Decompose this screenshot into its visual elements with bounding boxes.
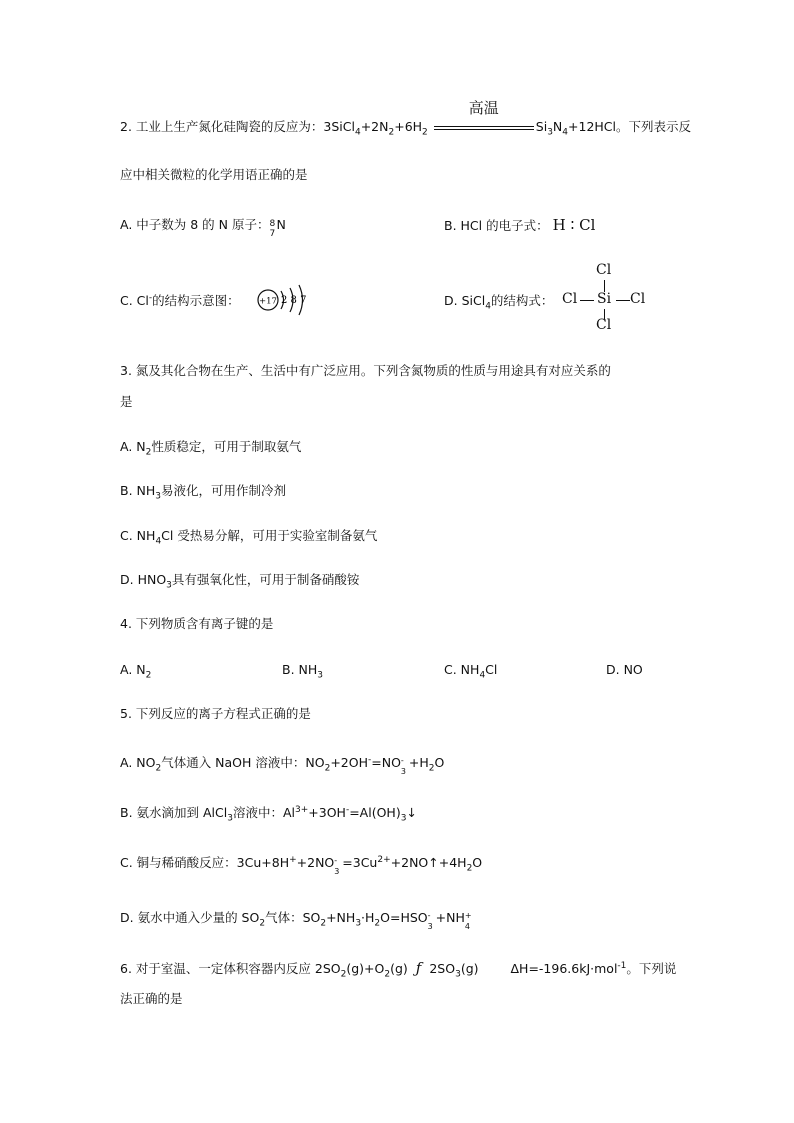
- bond-right: [616, 300, 630, 301]
- eq-part: O: [472, 855, 483, 870]
- q5-stem: 5. 下列反应的离子方程式正确的是: [120, 706, 311, 721]
- q3-option-c: [120, 527, 377, 545]
- equals-bar-bottom: [434, 129, 534, 130]
- option-text: 的结构示意图：: [152, 293, 240, 308]
- atomic-number: 7: [269, 228, 276, 239]
- eq-part: +3OH: [308, 805, 346, 820]
- cl-ion-structure-diagram: [256, 282, 320, 320]
- eq-part: +2N: [360, 119, 389, 134]
- eq-part: +2NO: [296, 855, 335, 870]
- subscript: 4: [155, 536, 162, 547]
- q2-stem-line1: [120, 98, 691, 138]
- q5-option-d: [120, 909, 473, 931]
- option-text: 易液化，可用作制冷剂: [161, 483, 287, 498]
- subscript: 3: [155, 491, 162, 502]
- mass-number: 8: [269, 218, 276, 229]
- eq-part: ↓: [406, 805, 417, 820]
- subscript: 3: [166, 580, 172, 591]
- equals-bar-top: [434, 126, 534, 127]
- q6-stem-line2: 法正确的是: [120, 991, 183, 1006]
- q5-option-c: [120, 854, 483, 876]
- eq-part: +2OH: [330, 755, 368, 770]
- atom-cl-right: Cl: [630, 291, 646, 307]
- eq-part: O=HSO: [380, 910, 428, 925]
- atom-cl-bottom: Cl: [596, 317, 612, 333]
- subscript: 3: [547, 127, 553, 138]
- q5-option-b: [120, 804, 417, 822]
- eq-part: =Al(OH): [349, 805, 401, 820]
- option-text: C. NH: [120, 528, 156, 543]
- shell-electron-counts: 2 8 7: [281, 295, 307, 306]
- q4-option-d: [606, 661, 643, 679]
- option-text: A. NO: [120, 755, 156, 770]
- eq-part: 2SO: [429, 961, 456, 976]
- q2-option-a: [120, 216, 286, 239]
- option-text: Cl: [485, 662, 498, 677]
- q2-option-d: [444, 292, 553, 310]
- eq-part: (g): [390, 961, 408, 976]
- eq-part: =NO: [371, 755, 401, 770]
- q3-option-d: [120, 571, 359, 589]
- reaction-condition-arrow: [434, 98, 534, 137]
- option-text: 性质稳定，可用于制取氨气: [151, 439, 302, 454]
- option-text: D. HNO: [120, 572, 167, 587]
- charge: +: [464, 910, 472, 920]
- option-text: B. 氨水滴加到 AlCl: [120, 805, 228, 820]
- eq-part: Si: [535, 119, 548, 134]
- option-text: 气体：SO: [265, 910, 321, 925]
- count: 3: [400, 766, 407, 776]
- q4-option-c: [444, 661, 497, 679]
- option-text: A. 中子数为 8 的 N 原子：: [120, 217, 270, 232]
- superscript: 2+: [377, 854, 391, 865]
- ion-charge-stack: [400, 755, 409, 776]
- ion-charge-stack: [427, 910, 436, 931]
- q3-option-b: [120, 482, 286, 500]
- option-text: A. N: [120, 439, 146, 454]
- option-text: 具有强氧化性，可用于制备硝酸铵: [171, 572, 360, 587]
- superscript: -: [148, 292, 153, 303]
- atom-cl-left: Cl: [562, 291, 578, 307]
- subscript: 2: [145, 670, 152, 681]
- q2-stem-text: 2. 工业上生产氮化硅陶瓷的反应为：3SiCl: [120, 119, 355, 134]
- subscript: 2: [320, 918, 327, 929]
- subscript: 2: [374, 918, 381, 929]
- charge: -: [400, 755, 404, 765]
- count: 3: [334, 866, 340, 876]
- subscript: 2: [259, 918, 266, 929]
- atom-si-center: Si: [597, 291, 612, 307]
- option-text: D. 氨水中通入少量的 SO: [120, 910, 260, 925]
- option-text: 溶液中：Al: [232, 805, 295, 820]
- option-text: 气体通入 NaOH 溶液中：NO: [161, 755, 325, 770]
- charge: -: [427, 910, 431, 920]
- eq-part: +6H: [394, 119, 423, 134]
- subscript: 2: [384, 969, 391, 980]
- q2-option-c: [120, 292, 240, 310]
- reversible-arrow-glyph: ƒ: [415, 959, 422, 977]
- eq-part: +2NO↑+4H: [390, 855, 467, 870]
- eq-part: =3Cu: [342, 855, 378, 870]
- ion-charge-stack: [464, 910, 473, 931]
- q4-option-a: [120, 661, 151, 679]
- option-text: B. NH: [120, 483, 156, 498]
- option-text: D. SiCl: [444, 293, 486, 308]
- subscript: 3: [455, 969, 461, 980]
- q4-stem: 4. 下列物质含有离子键的是: [120, 616, 274, 631]
- subscript: 4: [354, 127, 361, 138]
- option-text: B. NH: [282, 662, 318, 677]
- eq-part: N: [552, 119, 563, 134]
- subscript: 2: [428, 763, 435, 774]
- subscript: 2: [466, 863, 473, 874]
- option-text: C. NH: [444, 662, 480, 677]
- option-text: C. 铜与稀硝酸反应：3Cu+8H: [120, 855, 290, 870]
- count: 4: [464, 921, 470, 931]
- q6-stem-text: 。下列说: [626, 961, 677, 976]
- eq-part: +12HCl。下列表示反: [568, 119, 691, 134]
- q2-stem-line2: 应中相关微粒的化学用语正确的是: [120, 167, 308, 182]
- sicl4-structural-formula: [562, 262, 652, 334]
- superscript: -: [368, 754, 372, 765]
- subscript: 2: [145, 447, 152, 458]
- option-text: B. HCl 的电子式：: [444, 218, 549, 233]
- count: 3: [427, 921, 433, 931]
- q4-option-b: [282, 661, 323, 679]
- option-text: C. Cl: [120, 293, 149, 308]
- subscript: 3: [400, 813, 407, 824]
- superscript: +: [289, 854, 297, 865]
- option-text: 的结构式：: [490, 293, 554, 308]
- q2-option-b: [444, 216, 595, 235]
- eq-part: +NH: [326, 910, 356, 925]
- q6-stem-line1: [120, 959, 676, 978]
- eq-part: +H: [408, 755, 429, 770]
- subscript: 2: [422, 127, 428, 138]
- eq-part: ·H: [361, 910, 375, 925]
- q3-option-a: [120, 438, 301, 456]
- subscript: 3: [355, 918, 362, 929]
- subscript: 2: [340, 969, 347, 980]
- option-text: Cl 受热易分解，可用于实验室制备氨气: [161, 528, 378, 543]
- reaction-condition: 高温: [468, 98, 499, 117]
- option-text: D. NO: [606, 662, 643, 677]
- subscript: 4: [485, 301, 491, 312]
- eq-part: (g): [460, 961, 479, 976]
- nuclide-notation: [269, 217, 276, 239]
- option-text: A. N: [120, 662, 146, 677]
- subscript: 3: [317, 670, 324, 681]
- q6-stem-text: 6. 对于室温、一定体积容器内反应 2SO: [120, 961, 341, 976]
- eq-part: (g)+O: [346, 961, 385, 976]
- subscript: 4: [479, 670, 486, 681]
- bond-left: [580, 300, 594, 301]
- element-symbol: N: [276, 217, 286, 232]
- q5-option-a: [120, 754, 445, 776]
- q3-stem-line2: 是: [120, 394, 133, 409]
- q3-stem-line1: 3. 氮及其化合物在生产、生活中有广泛应用。下列含氮物质的性质与用途具有对应关系的: [120, 363, 611, 378]
- ion-charge-stack: [334, 855, 342, 876]
- eq-part: O: [434, 755, 445, 770]
- superscript: -: [345, 804, 350, 815]
- superscript: 3+: [295, 804, 309, 815]
- enthalpy-change: ΔH=-196.6kJ·mol: [510, 961, 618, 976]
- nucleus-charge: +17: [259, 296, 277, 307]
- electron-formula: H ∶ Cl: [552, 216, 596, 234]
- subscript: 3: [227, 813, 233, 824]
- subscript: 4: [562, 127, 569, 138]
- superscript: -1: [617, 960, 627, 971]
- subscript: 2: [388, 127, 395, 138]
- subscript: 2: [155, 763, 162, 774]
- eq-part: +NH: [435, 910, 465, 925]
- charge: -: [334, 855, 338, 865]
- subscript: 2: [324, 763, 331, 774]
- atom-cl-top: Cl: [596, 262, 612, 278]
